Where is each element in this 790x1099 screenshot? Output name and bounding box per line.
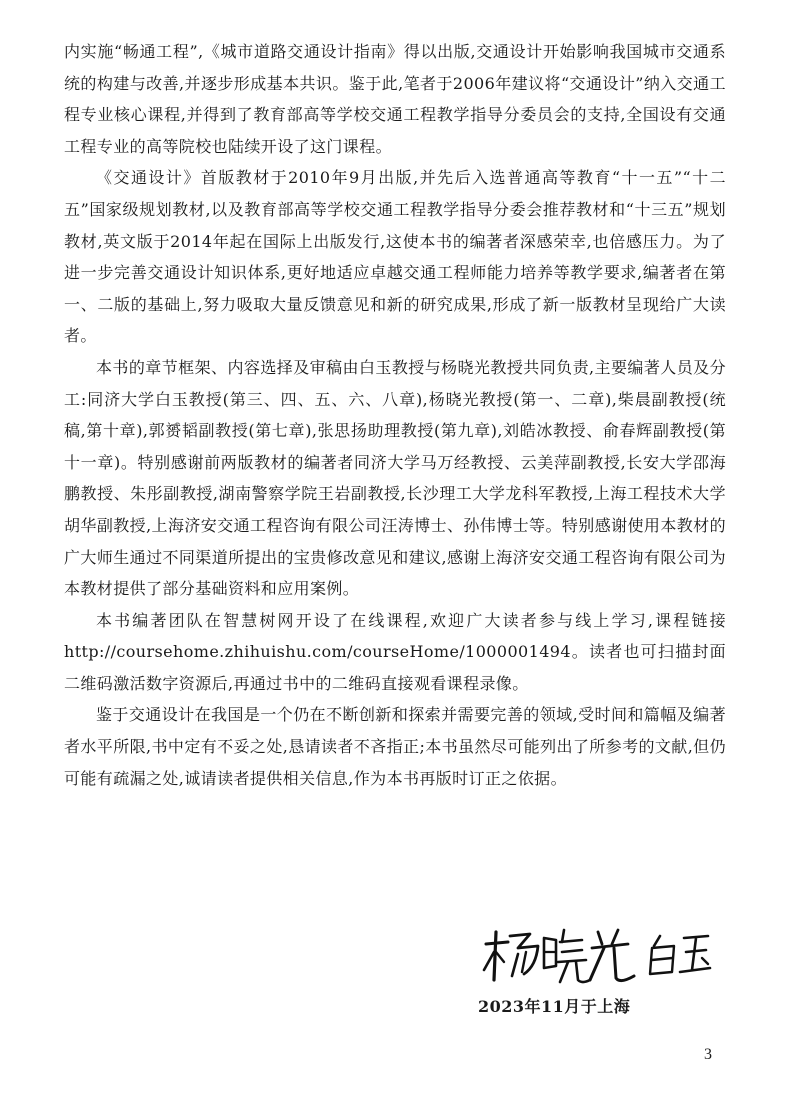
paragraph-authors: 本书的章节框架、内容选择及审稿由白玉教授与杨晓光教授共同负责,主要编著人员及分工:同济大学白玉教授(第三、四、五、六、八章),杨晓光教授(第一、二章),柴晨副教授(统稿,第十章),郭赟韬副教授(第七章),张思扬助理教授(第九章),刘皓冰教授、俞春辉副教授(第十一章)。特别感谢前两版教材的编著者同济大学马万经教授、云美萍副教授,长安大学邵海鹏教授、朱彤副教授,湖南警察学院王岩副教授,长沙理工大学龙科军教授,上海工程技术大学胡华副教授,上海济安交通工程咨询有限公司汪涛博士、孙伟博士等。特别感谢使用本教材的广大师生通过不同渠道所提出的宝贵修改意见和建议,感谢上海济安交通工程咨询有限公司为本教材提供了部分基础资料和应用案例。: [64, 357, 726, 599]
preface-body: [64, 36, 726, 794]
page-number: 3: [704, 1046, 712, 1063]
paragraph-continued: 内实施“畅通工程”,《城市道路交通设计指南》得以出版,交通设计开始影响我国城市交通系统的构建与改善,并逐步形成基本共识。鉴于此,笔者于2006年建议将“交通设计”纳入交通工程专业核心课程,并得到了教育部高等学校交通工程教学指导分委员会的支持,全国设有交通工程专业的高等院校也陆续开设了这门课程。: [64, 42, 726, 156]
paragraph-online-course: 本书编著团队在智慧树网开设了在线课程,欢迎广大读者参与线上学习,课程链接 http://coursehome.zhihuishu.com/courseHome/1000001494。读者也可扫描封面二维码激活数字资源后,再通过书中的二维码直接观看课程录像。: [64, 610, 726, 693]
signature-date-place: 2023年11月于上海: [478, 997, 631, 1016]
paragraph-closing: 鉴于交通设计在我国是一个仍在不断创新和探索并需要完善的领域,受时间和篇幅及编著者水平所限,书中定有不妥之处,恳请读者不吝指正;本书虽然尽可能列出了所参考的文献,但仍可能有疏漏之处,诚请读者提供相关信息,作为本书再版时订正之依据。: [64, 705, 726, 788]
handwritten-signature: [478, 922, 713, 994]
paragraph-first-edition: 《交通设计》首版教材于2010年9月出版,并先后入选普通高等教育“十一五”“十二五”国家级规划教材,以及教育部高等学校交通工程教学指导分委会推荐教材和“十三五”规划教材,英文版于2014年起在国际上出版发行,这使本书的编著者深感荣幸,也倍感压力。为了进一步完善交通设计知识体系,更好地适应卓越交通工程师能力培养等教学要求,编著者在第一、二版的基础上,努力吸取大量反馈意见和新的研究成果,形成了新一版教材呈现给广大读者。: [64, 168, 726, 346]
